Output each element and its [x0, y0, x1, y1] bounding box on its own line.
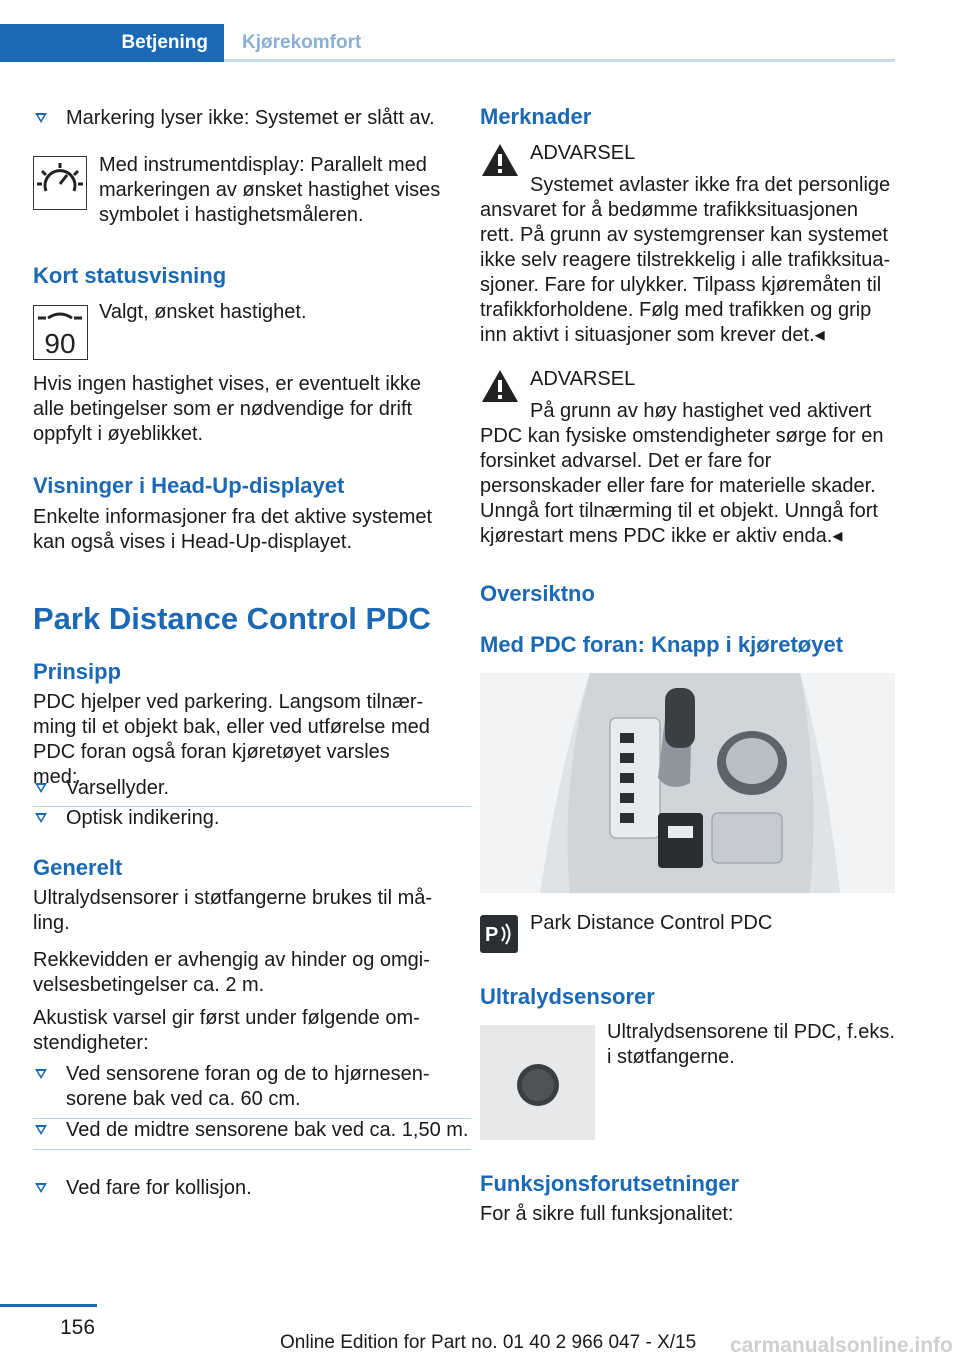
bullet-marking: Markering lyser ikke: Systemet er slått av.: [33, 106, 471, 131]
tab-betjening[interactable]: Betjening: [0, 24, 224, 62]
heading-funksjonsforutsetninger: Funksjonsforutsetninger: [480, 1171, 740, 1196]
bullet-triangle-icon: [35, 1183, 47, 1193]
general-text-2: Rekkevidden er avhengig av hinder og omgivelsesbetingelser ca. 2 m.: [33, 949, 430, 996]
svg-text:90: 90: [44, 328, 76, 359]
watermark: carmanualsonline.info: [730, 1334, 953, 1357]
ultrasonic-sensor-photo: [480, 1025, 595, 1140]
svg-text:P: P: [485, 924, 499, 946]
instrument-display-text: Med instrumentdisplay: Parallelt med markeringen av ønsket hastighet vises symbolet i hastighetsmåleren.: [99, 154, 441, 226]
header-tabs: [0, 0, 895, 62]
bullet-triangle-icon: [35, 813, 47, 823]
warning-2-text: På grunn av høy hastighet ved aktivert PDC kan fysiske omstendigheter sørge for en forsinket advarsel. Det er fare for personskader eller fare for materielle skader. Unngå fort tilnærming til et objekt. Unngå fort kjørestart mens PDC ikke er aktiv enda.◂: [480, 400, 884, 547]
func-text: For å sikre full funksjonalitet:: [480, 1203, 734, 1225]
tab-underline: [224, 59, 895, 62]
bullet-varsellyder: Varsellyder.: [33, 776, 471, 807]
page-number: 156: [60, 1316, 96, 1339]
bullet-triangle-icon: [35, 1125, 47, 1135]
hud-text: Enkelte informasjoner fra det aktive systemet kan også vises i Head-Up-displayet.: [33, 506, 433, 553]
heading-generelt: Generelt: [33, 855, 123, 880]
speed-90-icon: [33, 305, 88, 360]
general-text-3: Akustisk varsel gir først under følgende omstendigheter:: [33, 1007, 420, 1054]
warning-2-title: ADVARSEL: [530, 368, 636, 390]
heading-prinsipp: Prinsipp: [33, 659, 122, 684]
warning-1-text: Systemet avlaster ikke fra det personlige ansvaret for å bedømme trafikksituasjonen rett. På grunn av systemgrenser kan systemet ikke selv reagere tilstrekkelig i alle trafikksituasjoner. Fare for ulykker. Tilpass kjøremåten til trafikkforholdene. Følg med trafikken og grip inn aktivt i situasjoner som krever det.◂: [480, 174, 891, 346]
pdc-button-icon: [480, 915, 518, 953]
general-text-1: Ultralydsensorer i støtfangerne brukes til måling.: [33, 887, 433, 934]
bullet-middle-sensors: Ved de midtre sensorene bak ved ca. 1,50 m.: [33, 1118, 471, 1150]
principle-text: PDC hjelper ved parkering. Langsom tilnærming til et objekt bak, eller ved utførelse med PDC foran også foran kjøretøyet varsles med:: [33, 691, 430, 788]
bullet-triangle-icon: [35, 113, 47, 123]
bullet-triangle-icon: [35, 1069, 47, 1079]
center-console-photo: [480, 673, 895, 893]
warning-1-title: ADVARSEL: [530, 142, 636, 164]
bullet-optisk: Optisk indikering.: [33, 806, 471, 831]
heading-oversiktno: Oversiktno: [480, 581, 595, 606]
bullet-front-sensors: Ved sensorene foran og de to hjørnesensorene bak ved ca. 60 cm.: [33, 1062, 471, 1119]
status-text: Valgt, ønsket hastighet.: [99, 301, 307, 323]
heading-ultralydsensorer: Ultralydsensorer: [480, 984, 655, 1009]
pdc-button-label: Park Distance Control PDC: [530, 912, 773, 934]
tab-kjorekomfort[interactable]: Kjørekomfort: [242, 32, 362, 53]
edition-line: Online Edition for Part no. 01 40 2 966 047 - X/15: [280, 1332, 697, 1353]
heading-park-distance-control: Park Distance Control PDC: [33, 601, 431, 636]
heading-hud: Visninger i Head-Up-displayet: [33, 473, 345, 498]
cruise-control-icon: [33, 156, 87, 210]
sensors-text: Ultralydsensorene til PDC, f.eks. i støtfangerne.: [607, 1021, 895, 1068]
bullet-triangle-icon: [35, 783, 47, 793]
bullet-collision: Ved fare for kollisjon.: [33, 1176, 471, 1201]
no-speed-text: Hvis ingen hastighet vises, er eventuelt ikke alle betingelser som er nødvendige for drift oppfylt i øyeblikket.: [33, 373, 421, 445]
footer-bar: [0, 1304, 97, 1307]
heading-pdc-front: Med PDC foran: Knapp i kjøretøyet: [480, 632, 844, 657]
heading-kort-statusvisning: Kort statusvisning: [33, 263, 227, 288]
heading-merknader: Merknader: [480, 104, 592, 129]
